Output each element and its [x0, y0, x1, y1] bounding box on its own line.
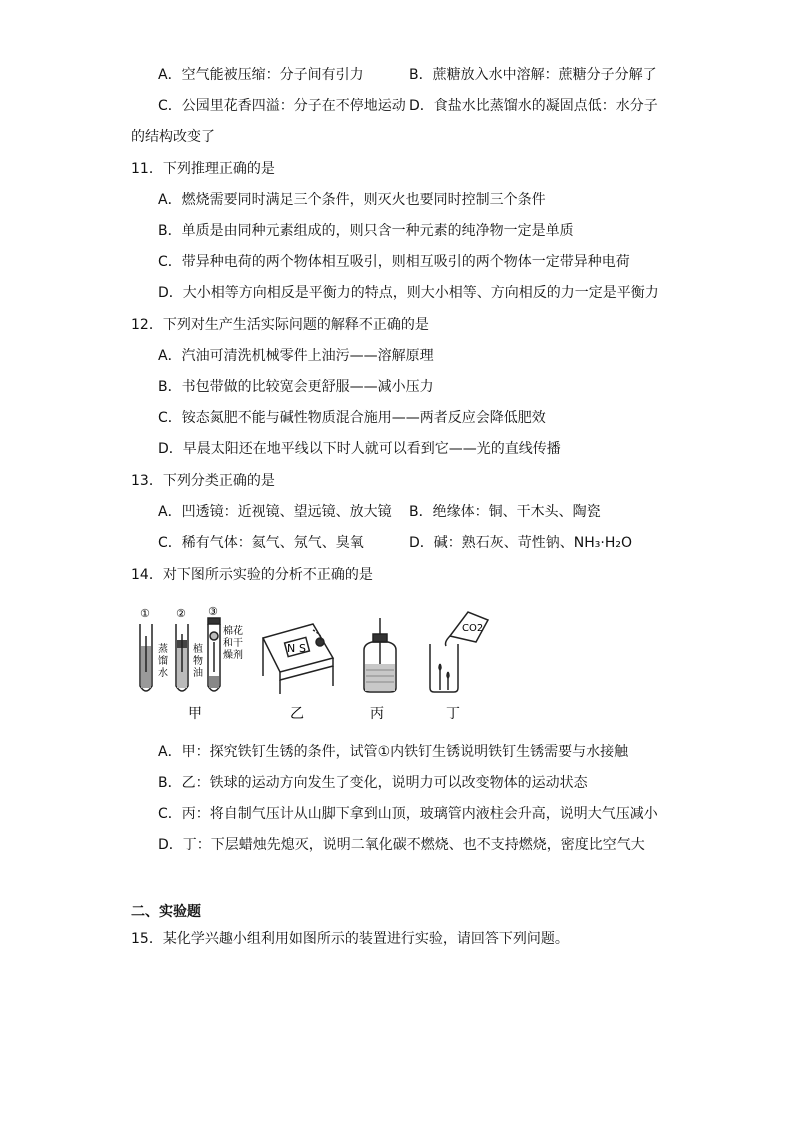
- q12-stem: 12．下列对生产生活实际问题的解释不正确的是: [131, 317, 429, 333]
- q14-option-b: B．乙：铁球的运动方向发生了变化，说明力可以改变物体的运动状态: [158, 775, 588, 791]
- q12-option-b: B．书包带做的比较宽会更舒服——减小压力: [158, 379, 434, 395]
- caption-jia: 甲: [188, 706, 202, 722]
- label-oil-3: 油: [193, 668, 203, 679]
- caption-yi: 乙: [290, 706, 304, 722]
- q11-option-b: B．单质是由同种元素组成的，则只含一种元素的纯净物一定是单质: [158, 223, 574, 239]
- label-water-2: 馏: [158, 656, 168, 667]
- q11-option-d: D．大小相等方向相反是平衡力的特点，则大小相等、方向相反的力一定是平衡力: [158, 285, 659, 301]
- label-cotton-desiccant: [223, 624, 243, 661]
- q14-stem: 14．对下图所示实验的分析不正确的是: [131, 567, 373, 583]
- q12-option-c: C．铵态氮肥不能与碱性物质混合施用——两者反应会降低肥效: [158, 410, 546, 426]
- test-tube-1: [140, 624, 152, 691]
- q13-option-a: A．凹透镜：近视镜、望远镜、放大镜: [158, 504, 392, 520]
- q13-option-b: B．绝缘体：铜、干木头、陶瓷: [409, 504, 601, 520]
- q11-stem: 11．下列推理正确的是: [131, 161, 275, 177]
- q10-option-a: A．空气能被压缩：分子间有引力: [158, 67, 364, 83]
- q10-option-d: D．食盐水比蒸馏水的凝固点低：水分子: [409, 98, 658, 114]
- q13-option-d: D．碱：熟石灰、苛性钠、NH₃·H₂O: [409, 535, 633, 551]
- label-water-1: 蒸: [158, 644, 168, 655]
- homemade-barometer: [364, 618, 396, 692]
- caption-bing: 丙: [370, 706, 384, 722]
- q14-option-c: C．丙：将自制气压计从山脚下拿到山顶，玻璃管内液柱会升高，说明大气压减小: [158, 806, 658, 822]
- caption-ding: 丁: [446, 706, 460, 722]
- q14-option-d: D．丁：下层蜡烛先熄灭，说明二氧化碳不燃烧、也不支持燃烧，密度比空气大: [158, 837, 645, 853]
- q12-option-d: D．早晨太阳还在地平线以下时人就可以看到它——光的直线传播: [158, 441, 561, 457]
- label-oil-2: 物: [193, 656, 203, 667]
- label-cotton-2: 和干: [223, 638, 243, 649]
- tube-1-number: ①: [140, 607, 150, 620]
- q10-option-c: C．公园里花香四溢：分子在不停地运动: [158, 98, 406, 114]
- magnet-pole-n: N: [287, 642, 296, 655]
- experiment-figure: [128, 606, 508, 724]
- label-water-3: 水: [158, 668, 168, 679]
- label-distilled-water: [158, 642, 168, 679]
- test-tube-3: [208, 618, 220, 691]
- label-cotton-3: 燥剂: [223, 650, 243, 661]
- label-cotton-1: 棉花: [223, 626, 243, 637]
- label-vegetable-oil: [193, 642, 203, 679]
- q13-stem: 13．下列分类正确的是: [131, 473, 275, 489]
- tube-2-number: ②: [176, 607, 186, 620]
- q13-option-c: C．稀有气体：氦气、氖气、臭氧: [158, 535, 364, 551]
- label-oil-1: 植: [193, 644, 203, 655]
- magnet-board: [263, 624, 333, 694]
- experiment-figure-drawing: [128, 606, 508, 724]
- test-tube-2: [176, 624, 188, 691]
- tube-3-number: ③: [208, 606, 218, 618]
- q10-option-d-continuation: 的结构改变了: [131, 129, 215, 145]
- co2-label: CO2: [462, 623, 484, 634]
- magnet-pole-s: S: [299, 642, 306, 655]
- q10-option-b: B．蔗糖放入水中溶解：蔗糖分子分解了: [409, 67, 657, 83]
- section-2-title: 二、实验题: [131, 904, 201, 920]
- q12-option-a: A．汽油可清洗机械零件上油污——溶解原理: [158, 348, 434, 364]
- q11-option-a: A．燃烧需要同时满足三个条件，则灭火也要同时控制三个条件: [158, 192, 546, 208]
- q11-option-c: C．带异种电荷的两个物体相互吸引，则相互吸引的两个物体一定带异种电荷: [158, 254, 630, 270]
- q15-stem: 15．某化学兴趣小组利用如图所示的装置进行实验，请回答下列问题。: [131, 931, 569, 947]
- q14-option-a: A．甲：探究铁钉生锈的条件，试管①内铁钉生锈说明铁钉生锈需要与水接触: [158, 744, 629, 760]
